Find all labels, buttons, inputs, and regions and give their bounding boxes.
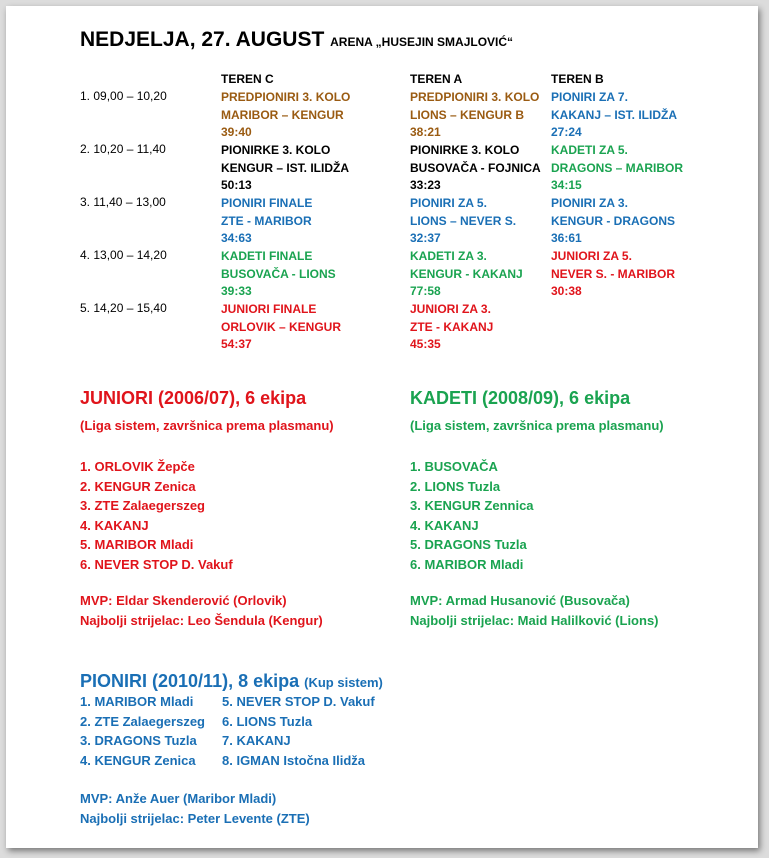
ranking-item: 4. KENGUR Zenica <box>80 752 196 768</box>
match-category: PIONIRKE 3. KOLO <box>221 143 331 157</box>
juniori-awards <box>80 591 323 630</box>
ranking-item: 1. ORLOVIK Žepče <box>80 459 195 474</box>
match-score: 39:40 <box>221 125 252 139</box>
match-score: 36:61 <box>551 231 582 245</box>
match-category: PIONIRI FINALE <box>221 196 313 210</box>
ranking-item: 5. DRAGONS Tuzla <box>410 537 527 552</box>
ranking-item: 4. KAKANJ <box>80 517 149 533</box>
match-score: 54:37 <box>221 337 252 351</box>
ranking-item: 3. ZTE Zalaegerszeg <box>80 498 205 513</box>
ranking-item: 2. LIONS Tuzla <box>410 478 501 494</box>
match-teams: ORLOVIK – KENGUR <box>221 319 342 334</box>
match-teams: ZTE - KAKANJ <box>410 319 494 334</box>
match-cell <box>410 142 541 195</box>
match-teams: BUSOVAČA - FOJNICA <box>410 160 541 175</box>
match-category: PIONIRI ZA 3. <box>551 196 628 210</box>
match-teams: KENGUR - KAKANJ <box>410 266 523 281</box>
match-cell <box>410 89 539 142</box>
time-slot: 4. 13,00 – 14,20 <box>80 248 167 262</box>
match-category: KADETI ZA 5. <box>551 143 628 157</box>
pioniri-ranking-left <box>80 692 205 770</box>
top-scorer-text: Najbolji strijelac: Leo Šendula (Kengur) <box>80 612 323 628</box>
day-title: NEDJELJA, 27. AUGUST <box>80 28 325 51</box>
ranking-item: 2. ZTE Zalaegerszeg <box>80 713 205 729</box>
match-cell <box>551 248 675 301</box>
match-score: 77:58 <box>410 284 441 298</box>
match-teams: KAKANJ – IST. ILIDŽA <box>551 107 678 122</box>
match-cell <box>221 301 341 354</box>
top-scorer-text: Najbolji strijelac: Maid Halilković (Lions) <box>410 612 659 628</box>
match-score: 34:15 <box>551 178 582 192</box>
ranking-item: 6. MARIBOR Mladi <box>410 556 524 572</box>
match-teams: LIONS – KENGUR B <box>410 107 525 122</box>
match-teams: KENGUR – IST. ILIDŽA <box>221 160 350 175</box>
pioniri-awards <box>80 789 310 828</box>
ranking-item: 8. IGMAN Istočna Ilidža <box>222 752 366 768</box>
match-category: JUNIORI ZA 3. <box>410 302 491 316</box>
ranking-item: 6. LIONS Tuzla <box>222 713 313 729</box>
column-header-teren-a: TEREN A <box>410 72 463 86</box>
match-category: PIONIRI ZA 5. <box>410 196 487 210</box>
ranking-item: 1. BUSOVAČA <box>410 459 498 474</box>
mvp-text: MVP: Eldar Skenderović (Orlovik) <box>80 593 287 608</box>
ranking-item: 3. DRAGONS Tuzla <box>80 733 197 748</box>
pioniri-ranking-right <box>222 692 375 770</box>
match-cell <box>410 195 516 248</box>
match-score: 34:63 <box>221 231 252 245</box>
kadeti-awards <box>410 591 659 630</box>
mvp-text: MVP: Armad Husanović (Busovača) <box>410 593 630 608</box>
match-category: JUNIORI ZA 5. <box>551 249 632 263</box>
match-teams: MARIBOR – KENGUR <box>221 107 344 122</box>
match-teams: DRAGONS – MARIBOR <box>551 160 684 175</box>
ranking-item: 1. MARIBOR Mladi <box>80 694 194 709</box>
kadeti-title: KADETI (2008/09), 6 ekipa <box>410 388 631 408</box>
match-cell <box>410 248 523 301</box>
match-score: 38:21 <box>410 125 441 139</box>
match-score: 39:33 <box>221 284 252 298</box>
match-teams: LIONS – NEVER S. <box>410 213 517 228</box>
pioniri-format: (Kup sistem) <box>304 675 383 690</box>
time-slot: 2. 10,20 – 11,40 <box>80 142 166 156</box>
match-teams: BUSOVAČA - LIONS <box>221 266 336 281</box>
page-title <box>80 28 513 52</box>
match-teams: KENGUR - DRAGONS <box>551 213 676 228</box>
match-cell <box>551 142 683 195</box>
match-score: 50:13 <box>221 178 252 192</box>
column-header-teren-c: TEREN C <box>221 72 274 86</box>
ranking-item: 6. NEVER STOP D. Vakuf <box>80 556 233 572</box>
match-category: PREDPIONIRI 3. KOLO <box>410 90 540 104</box>
match-teams: ZTE - MARIBOR <box>221 213 312 228</box>
match-category: KADETI ZA 3. <box>410 249 487 263</box>
match-cell <box>221 142 349 195</box>
ranking-item: 4. KAKANJ <box>410 517 479 533</box>
juniori-note: (Liga sistem, završnica prema plasmanu) <box>80 418 334 433</box>
top-scorer-text: Najbolji strijelac: Peter Levente (ZTE) <box>80 810 310 826</box>
match-category: JUNIORI FINALE <box>221 302 317 316</box>
match-score: 32:37 <box>410 231 441 245</box>
kadeti-ranking <box>410 457 534 574</box>
ranking-item: 5. NEVER STOP D. Vakuf <box>222 694 375 709</box>
mvp-text: MVP: Anže Auer (Maribor Mladi) <box>80 791 277 806</box>
match-score: 27:24 <box>551 125 582 139</box>
ranking-item: 7. KAKANJ <box>222 733 291 748</box>
ranking-item: 2. KENGUR Zenica <box>80 478 196 494</box>
match-cell <box>221 195 312 248</box>
arena-subtitle: ARENA „HUSEJIN SMAJLOVIĆ“ <box>330 35 514 49</box>
match-category: KADETI FINALE <box>221 249 313 263</box>
match-score: 30:38 <box>551 284 582 298</box>
pioniri-title-text: PIONIRI (2010/11), 8 ekipa <box>80 671 300 691</box>
match-category: PIONIRKE 3. KOLO <box>410 143 520 157</box>
match-score: 33:23 <box>410 178 441 192</box>
match-category: PIONIRI ZA 7. <box>551 90 628 104</box>
match-score: 45:35 <box>410 337 441 351</box>
match-teams: NEVER S. - MARIBOR <box>551 266 676 281</box>
ranking-item: 5. MARIBOR Mladi <box>80 537 194 552</box>
juniori-ranking <box>80 457 233 574</box>
time-slot: 3. 11,40 – 13,00 <box>80 195 166 209</box>
match-cell <box>551 89 677 142</box>
match-cell <box>410 301 493 354</box>
kadeti-note: (Liga sistem, završnica prema plasmanu) <box>410 418 664 433</box>
match-cell <box>551 195 675 248</box>
match-cell <box>221 89 350 142</box>
time-slot: 5. 14,20 – 15,40 <box>80 301 167 315</box>
column-header-teren-b: TEREN B <box>551 72 604 86</box>
match-cell <box>221 248 336 301</box>
pioniri-title <box>80 671 383 692</box>
match-category: PREDPIONIRI 3. KOLO <box>221 90 351 104</box>
ranking-item: 3. KENGUR Zennica <box>410 498 534 513</box>
time-slot: 1. 09,00 – 10,20 <box>80 89 167 103</box>
document-page <box>6 6 758 848</box>
juniori-title: JUNIORI (2006/07), 6 ekipa <box>80 388 307 408</box>
